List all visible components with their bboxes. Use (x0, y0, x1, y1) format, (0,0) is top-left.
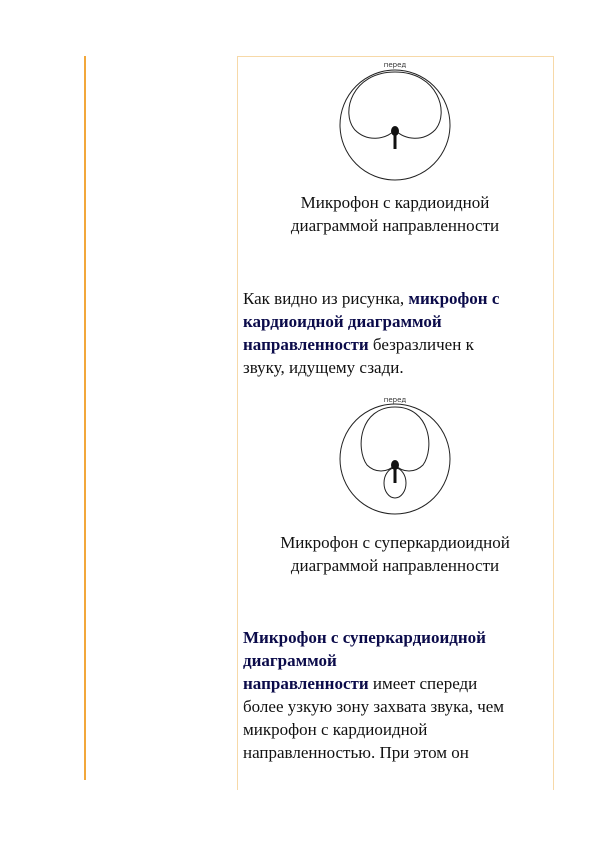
paragraph1-lead: Как видно из рисунка, (243, 289, 409, 308)
paragraph1 (243, 287, 553, 379)
paragraph2-line6: направленностью. При этом он (243, 743, 469, 762)
left-margin-rule (84, 56, 86, 780)
figure2-caption-line1: Микрофон с суперкардиоидной (280, 533, 510, 552)
paragraph1-bold2: кардиоидной диаграммой (243, 312, 442, 331)
paragraph2-bold2: диаграммой (243, 651, 337, 670)
paragraph2-line1 (243, 626, 553, 649)
paragraph2-line2 (243, 649, 553, 672)
paragraph2-bold1: Микрофон с суперкардиоидной (243, 628, 486, 647)
paragraph2-bold3: направленности (243, 674, 369, 693)
paragraph2 (243, 626, 553, 764)
figure2-caption (245, 531, 545, 577)
reference-circle (340, 70, 450, 180)
figure2-caption-line2: диаграммой направленности (290, 556, 500, 575)
front-label: перед (383, 396, 407, 404)
paragraph1-rest1: безразличен к (368, 335, 474, 354)
paragraph1-line1 (243, 287, 553, 310)
microphone-body (394, 466, 397, 483)
cardioid-diagram-svg (330, 58, 460, 188)
figure1-caption (245, 191, 545, 237)
supercardioid-diagram (330, 393, 460, 523)
paragraph1-line4: звуку, идущему сзади. (243, 358, 404, 377)
supercardioid-diagram-svg (330, 393, 460, 523)
figure1-caption-line2: диаграммой направленности (290, 216, 500, 235)
microphone-body (394, 132, 397, 149)
paragraph1-bold3: направленности (243, 335, 369, 354)
paragraph2-line3 (243, 672, 553, 695)
paragraph1-line3 (243, 333, 553, 356)
cardioid-diagram (330, 58, 460, 188)
figure1-caption-line1: Микрофон с кардиоидной (300, 193, 490, 212)
paragraph1-bold1: микрофон с (408, 289, 500, 308)
paragraph2-rest1: имеет спереди (368, 674, 478, 693)
paragraph2-line4: более узкую зону захвата звука, чем (243, 697, 505, 716)
front-label: перед (383, 61, 407, 69)
paragraph1-line2 (243, 310, 553, 333)
paragraph2-line5: микрофон с кардиоидной (243, 720, 428, 739)
